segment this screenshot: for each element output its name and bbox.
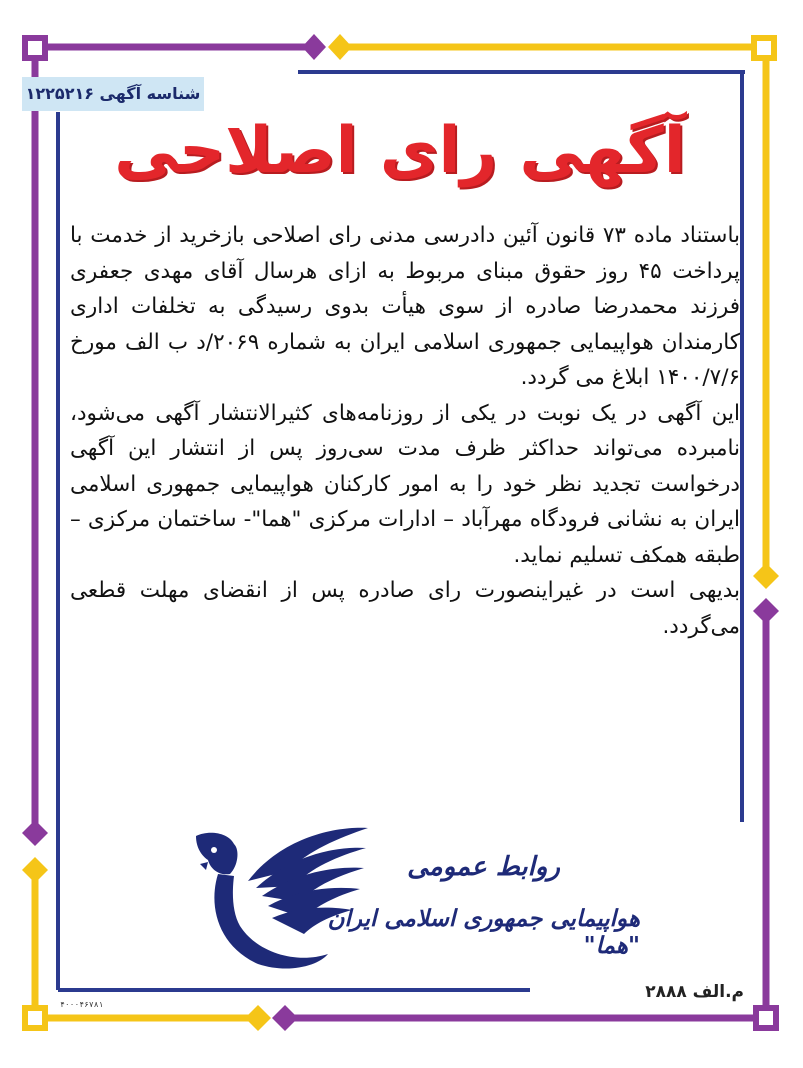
ad-id-badge: شناسه آگهی ۱۲۲۵۲۱۶: [22, 77, 204, 111]
page-title: آگهی رای اصلاحی: [114, 114, 686, 188]
announcement-body: [70, 218, 740, 644]
body-paragraph-3: بدیهی است در غیراینصورت رای صادره پس از انقضای مهلت قطعی می‌گردد.: [70, 578, 740, 639]
public-relations-label: روابط عمومی: [407, 852, 560, 882]
reference-code: م.الف ۲۸۸۸: [645, 982, 744, 1002]
body-paragraph-1: باستناد ماده ۷۳ قانون آئین دادرسی مدنی رای اصلاحی بازخرید از خدمت با پرداخت ۴۵ روز حقوق مبنای مربوط به ازای هرسال آقای مهدی جعفری فرزند محمدرضا صادره از سوی هیأت بدوی رسیدگی به تخلفات اداری کارمندان هواپیمایی جمهوری اسلامی ایران به شماره ۲۰۶۹/د ب الف مورخ ۱۴۰۰/۷/۶ ابلاغ می گردد.: [70, 223, 740, 390]
small-print-code: ۴۰۰۰۴۶۷۸۱: [60, 1000, 104, 1009]
airline-name: هواپیمایی جمهوری اسلامی ایران "هما": [327, 905, 640, 959]
body-paragraph-2: این آگهی در یک نوبت در یکی از روزنامه‌های کثیرالانتشار آگهی می‌شود، نامبرده می‌تواند حداکثر ظرف مدت سی‌روز پس از انتشار این آگهی درخواست تجدید نظر خود را به امور کارکنان هواپیمایی جمهوری اسلامی ایران به نشانی فرودگاه مهرآباد – ادارات مرکزی "هما"- ساختمان مرکزی – طبقه همکف تسلیم نماید.: [70, 400, 740, 568]
